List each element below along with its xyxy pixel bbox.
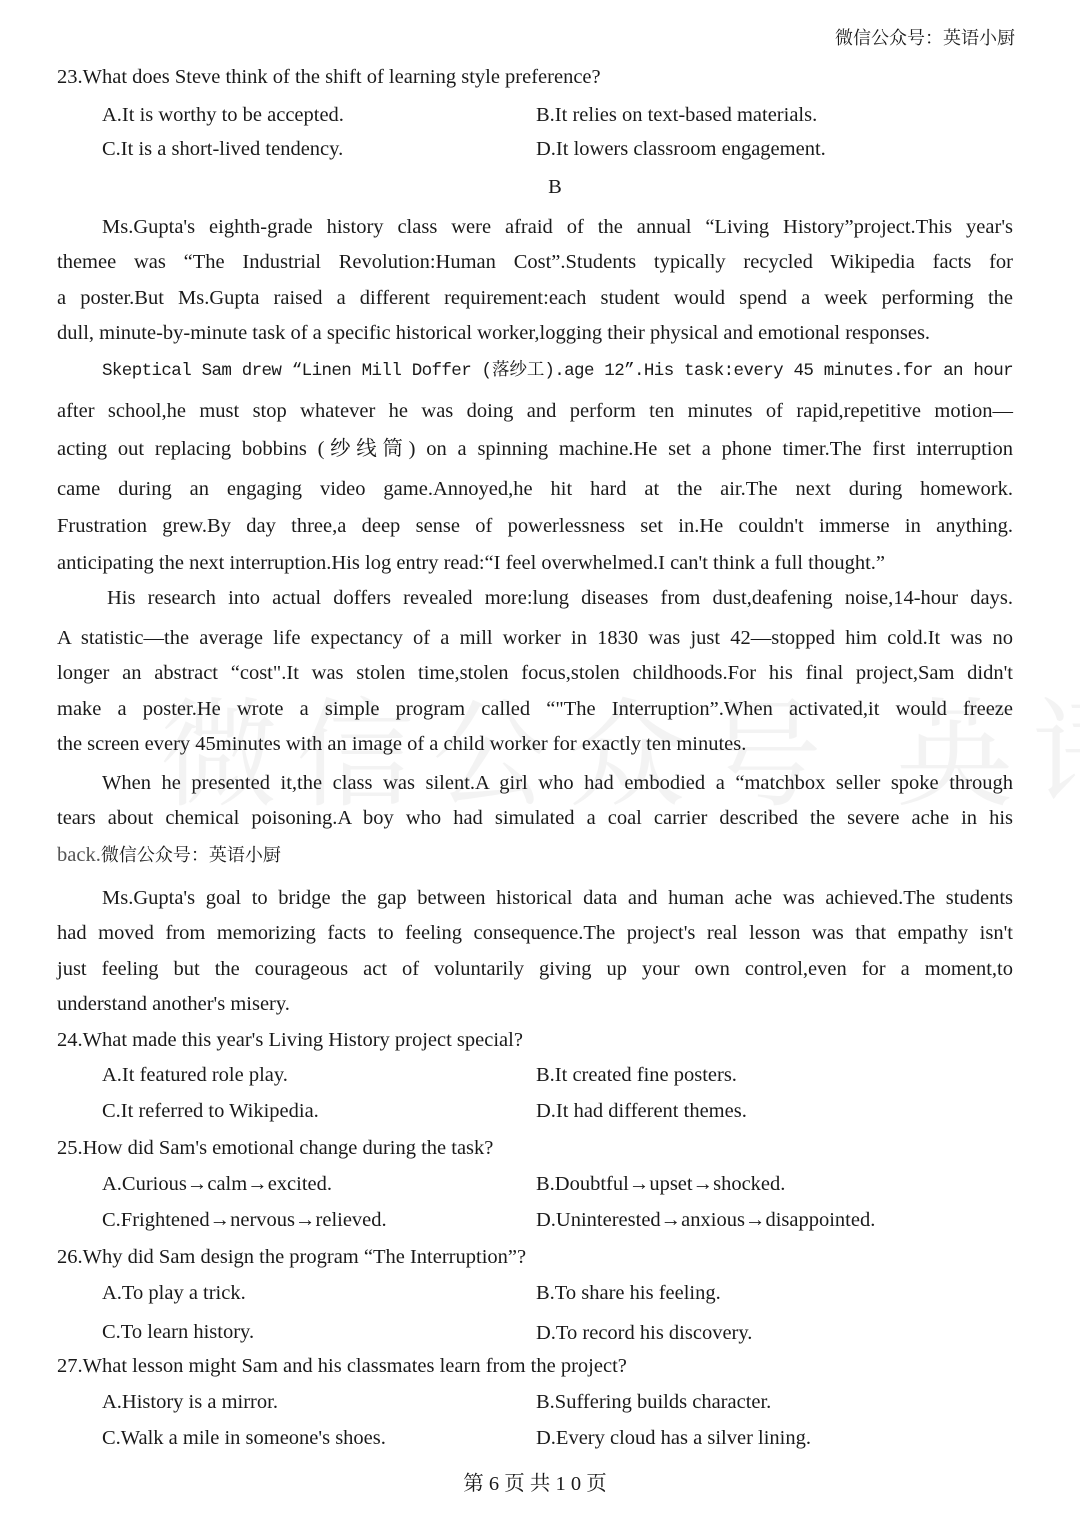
q23-option-b: B.It relies on text-based materials.	[536, 104, 818, 126]
passage-line	[57, 842, 1013, 869]
passage-line: after school,he must stop whatever he was doing and perform ten minutes of rapid,repetitive motion—	[57, 400, 1013, 422]
passage-line: the screen every 45minutes with an image of a child worker for exactly ten minutes.	[57, 733, 747, 755]
passage-line: anticipating the next interruption.His log entry read:“I feel overwhelmed.I can't think a full thought.”	[57, 552, 885, 574]
q26-option-d: D.To record his discovery.	[536, 1322, 753, 1344]
passage-line: His research into actual doffers revealed more:lung diseases from dust,deafening noise,14-hour days.	[107, 587, 1013, 609]
passage-line: When he presented it,the class was silent.A girl who had embodied a “matchbox seller spoke through	[102, 772, 1013, 794]
q24-option-b: B.It created fine posters.	[536, 1064, 737, 1086]
page-footer: 第 6 页 共 1 0 页	[463, 1473, 607, 1495]
passage-line: tears about chemical poisoning.A boy who had simulated a coal carrier described the severe ache in his	[57, 807, 1013, 829]
passage-line: dull, minute-by-minute task of a specific historical worker,logging their physical and emotional responses.	[57, 322, 931, 344]
q24-option-c: C.It referred to Wikipedia.	[102, 1100, 319, 1122]
question-25: 25.How did Sam's emotional change during the task?	[57, 1137, 494, 1159]
q26-option-a: A.To play a trick.	[102, 1282, 246, 1304]
wechat-tag: 微信公众号：英语小厨	[100, 845, 281, 866]
question-23: 23.What does Steve think of the shift of learning style preference?	[57, 66, 601, 88]
q24-option-d: D.It had different themes.	[536, 1100, 747, 1122]
passage-line: had moved from memorizing facts to feeling consequence.The project's real lesson was that empathy isn't	[57, 922, 1013, 944]
passage-line: Frustration grew.By day three,a deep sense of powerlessness set in.He couldn't immerse in anything.	[57, 515, 1013, 537]
q27-option-b: B.Suffering builds character.	[536, 1391, 772, 1413]
question-24: 24.What made this year's Living History project special?	[57, 1029, 523, 1051]
passage-line: a poster.But Ms.Gupta raised a different requirement:each student would spend a week performing the	[57, 287, 1013, 309]
passage-line: make a poster.He wrote a simple program called “"The Interruption”.When activated,it would freeze	[57, 698, 1013, 720]
passage-line: themee was “The Industrial Revolution:Human Cost”.Students typically recycled Wikipedia facts for	[57, 251, 1013, 273]
q25-option-c: C.Frightened→nervous→relieved.	[102, 1209, 387, 1231]
passage-line: Ms.Gupta's eighth-grade history class were afraid of the annual “Living History”project.This year's	[102, 216, 1013, 238]
q27-option-a: A.History is a mirror.	[102, 1391, 278, 1413]
q23-option-c: C.It is a short-lived tendency.	[102, 138, 344, 160]
q24-option-a: A.It featured role play.	[102, 1064, 288, 1086]
q27-option-d: D.Every cloud has a silver lining.	[536, 1427, 811, 1449]
passage-text: back.	[57, 844, 101, 866]
q25-option-a: A.Curious→calm→excited.	[102, 1173, 333, 1195]
passage-line: understand another's misery.	[57, 993, 290, 1015]
q25-option-b: B.Doubtful→upset→shocked.	[536, 1173, 786, 1195]
section-label: B	[548, 176, 562, 198]
q26-option-b: B.To share his feeling.	[536, 1282, 721, 1304]
question-27: 27.What lesson might Sam and his classmates learn from the project?	[57, 1355, 627, 1377]
passage-line: just feeling but the courageous act of voluntarily giving up your own control,even for a moment,to	[57, 958, 1013, 980]
passage-line: A statistic—the average life expectancy of a mill worker in 1830 was just 42—stopped him cold.It was no	[57, 627, 1013, 649]
page-header: 微信公众号：英语小厨	[835, 28, 1015, 49]
passage-line: Skeptical Sam drew “Linen Mill Doffer (落纱工).age 12”.His task:every 45 minutes.for an hour	[102, 361, 1013, 381]
passage-line: longer an abstract “cost".It was stolen time,stolen focus,stolen childhoods.For his final project,Sam didn't	[57, 662, 1013, 684]
q23-option-d: D.It lowers classroom engagement.	[536, 138, 826, 160]
passage-line: Ms.Gupta's goal to bridge the gap between historical data and human ache was achieved.The students	[102, 887, 1013, 909]
question-26: 26.Why did Sam design the program “The Interruption”?	[57, 1246, 527, 1268]
q27-option-c: C.Walk a mile in someone's shoes.	[102, 1427, 386, 1449]
q25-option-d: D.Uninterested→anxious→disappointed.	[536, 1209, 876, 1231]
q23-option-a: A.It is worthy to be accepted.	[102, 104, 344, 126]
passage-line: came during an engaging video game.Annoyed,he hit hard at the air.The next during homework.	[57, 478, 1013, 500]
q26-option-c: C.To learn history.	[102, 1321, 255, 1343]
passage-line: acting out replacing bobbins (纱线筒) on a spinning machine.He set a phone timer.The first interruption	[57, 438, 1013, 460]
